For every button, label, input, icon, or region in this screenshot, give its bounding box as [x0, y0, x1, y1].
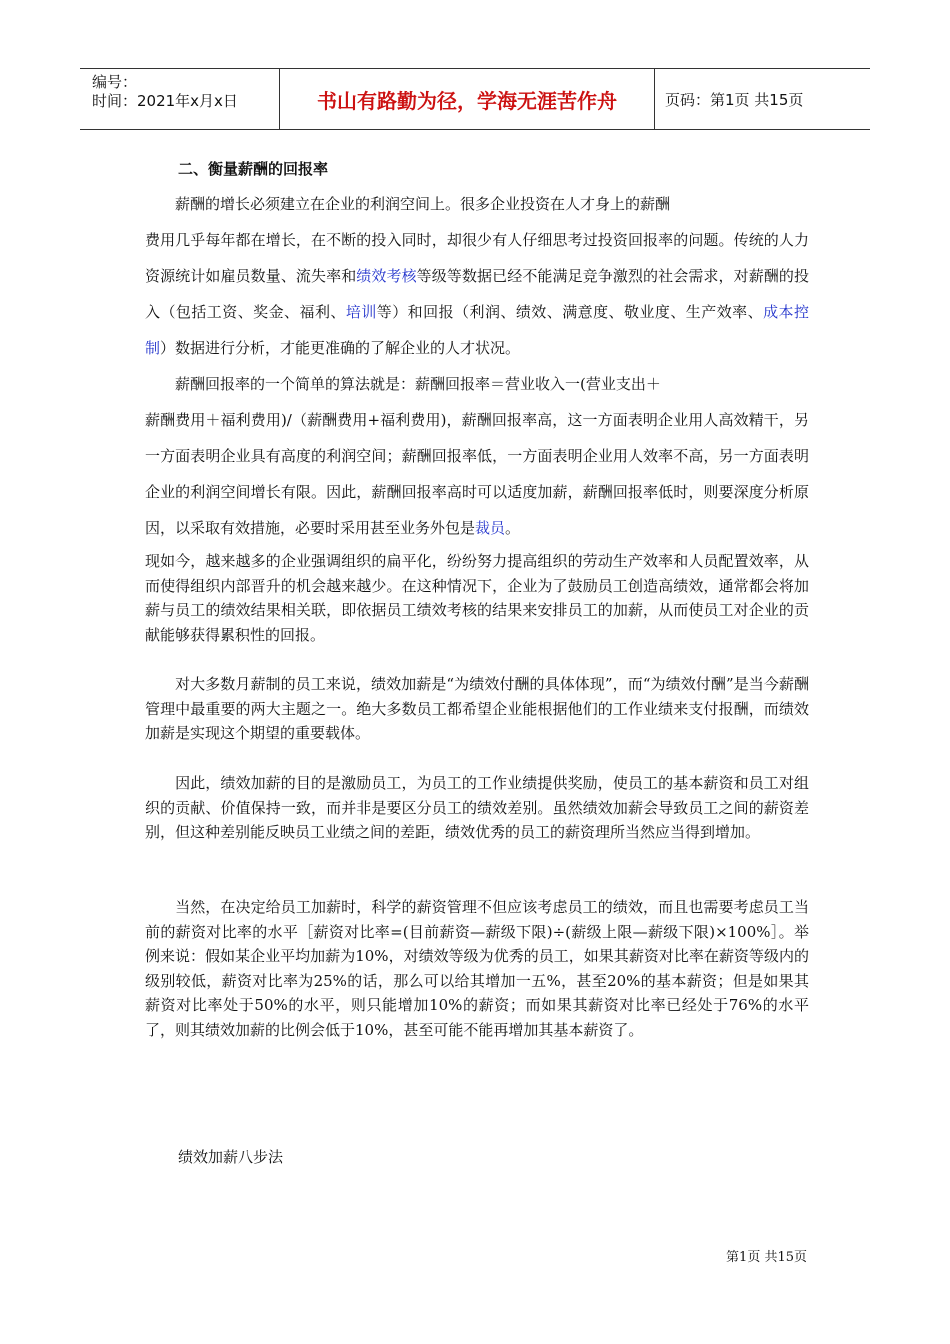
link-cost-control[interactable]: 成本控制: [145, 303, 809, 357]
header-page-info: 页码：第1页 共15页: [665, 90, 804, 109]
section-title: 二、衡量薪酬的回报率: [178, 160, 329, 178]
subheading-eight-steps: 绩效加薪八步法: [178, 1148, 284, 1166]
number-label: 编号：: [92, 73, 138, 91]
paragraph-salary-growth: 薪酬的增长必须建立在企业的利润空间上。很多企业投资在人才身上的薪酬 费用几乎每年都在增长，在不断的投入同时，却很少有人仔细思考过投资回报率的问题。传统的人力资源统计如雇员数量、流失率和绩效考核等级等数据已经不能满足竞争激烈的社会需求，对薪酬的投入（包括工资、奖金、福利、培训等）和回报（利润、绩效、满意度、敬业度、生产效率、成本控制）数据进行分析，才能更准确的了解企业的人才状况。: [145, 186, 809, 366]
date-label: 时间：2021年x月x日: [92, 92, 238, 110]
header-meta: [80, 69, 280, 129]
paragraph-first-line: 薪酬的增长必须建立在企业的利润空间上。很多企业投资在人才身上的薪酬: [175, 195, 671, 213]
paragraph-first-line: 薪酬回报率的一个简单的算法就是：薪酬回报率＝营业收入一(营业支出＋: [175, 375, 661, 393]
paragraph-merit-purpose: 因此，绩效加薪的目的是激励员工，为员工的工作业绩提供奖励，使员工的基本薪资和员工对组织的贡献、价值保持一致，而并非是要区分员工的绩效差别。虽然绩效加薪会导致员工之间的薪资差别，但这种差别能反映员工业绩之间的差距，绩效优秀的员工的薪资理所当然应当得到增加。: [145, 774, 809, 841]
paragraph-compa-ratio: 当然，在决定给员工加薪时，科学的薪资管理不但应该考虑员工的绩效，而且也需要考虑员工当前的薪资对比率的水平［薪资对比率=(目前薪资—薪级下限)÷(薪级上限—薪级下限)×100%］。举例来说：假如某企业平均加薪为10%，对绩效等级为优秀的员工，如果其薪资对比率在薪资等级内的级别较低，薪资对比率为25%的话，那么可以给其增加一五%，甚至20%的基本薪资；但是如果其薪资对比率处于50%的水平，则只能增加10%的薪资；而如果其薪资对比率已经处于76%的水平了，则其绩效加薪的比例会低于10%，甚至可能不能再增加其基本薪资了。: [145, 898, 809, 1039]
page-footer: 第1页 共15页: [726, 1250, 807, 1265]
link-layoff[interactable]: 裁员: [475, 519, 506, 537]
link-performance-appraisal[interactable]: 绩效考核: [356, 267, 417, 285]
document-header: [80, 68, 870, 130]
link-training[interactable]: 培训: [345, 303, 377, 321]
paragraph-return-formula: 薪酬回报率的一个简单的算法就是：薪酬回报率＝营业收入一(营业支出＋ 薪酬费用＋福利费用)/（薪酬费用+福利费用)，薪酬回报率高，这一方面表明企业用人高效精干，另一方面表明企业具有高度的利润空间；薪酬回报率低，一方面表明企业用人效率不高，另一方面表明企业的利润空间增长有限。因此，薪酬回报率高时可以适度加薪，薪酬回报率低时，则要深度分析原因，以采取有效措施，必要时采用甚至业务外包是裁员。: [145, 366, 809, 546]
paragraph-flat-organization: 现如今，越来越多的企业强调组织的扁平化，纷纷努力提高组织的劳动生产效率和人员配置效率，从而使得组织内部晋升的机会越来越少。在这种情况下，企业为了鼓励员工创造高绩效，通常都会将加薪与员工的绩效结果相关联，即依据员工绩效考核的结果来安排员工的加薪，从而使员工对企业的贡献能够获得累积性的回报。: [145, 552, 809, 644]
header-motto: 书山有路勤为径，学海无涯苦作舟: [280, 69, 655, 129]
paragraph-merit-pay: 对大多数月薪制的员工来说，绩效加薪是“为绩效付酬的具体体现”，而“为绩效付酬”是当今薪酬管理中最重要的两大主题之一。绝大多数员工都希望企业能根据他们的工作业绩来支付报酬，而绩效加薪是实现这个期望的重要载体。: [145, 675, 809, 742]
